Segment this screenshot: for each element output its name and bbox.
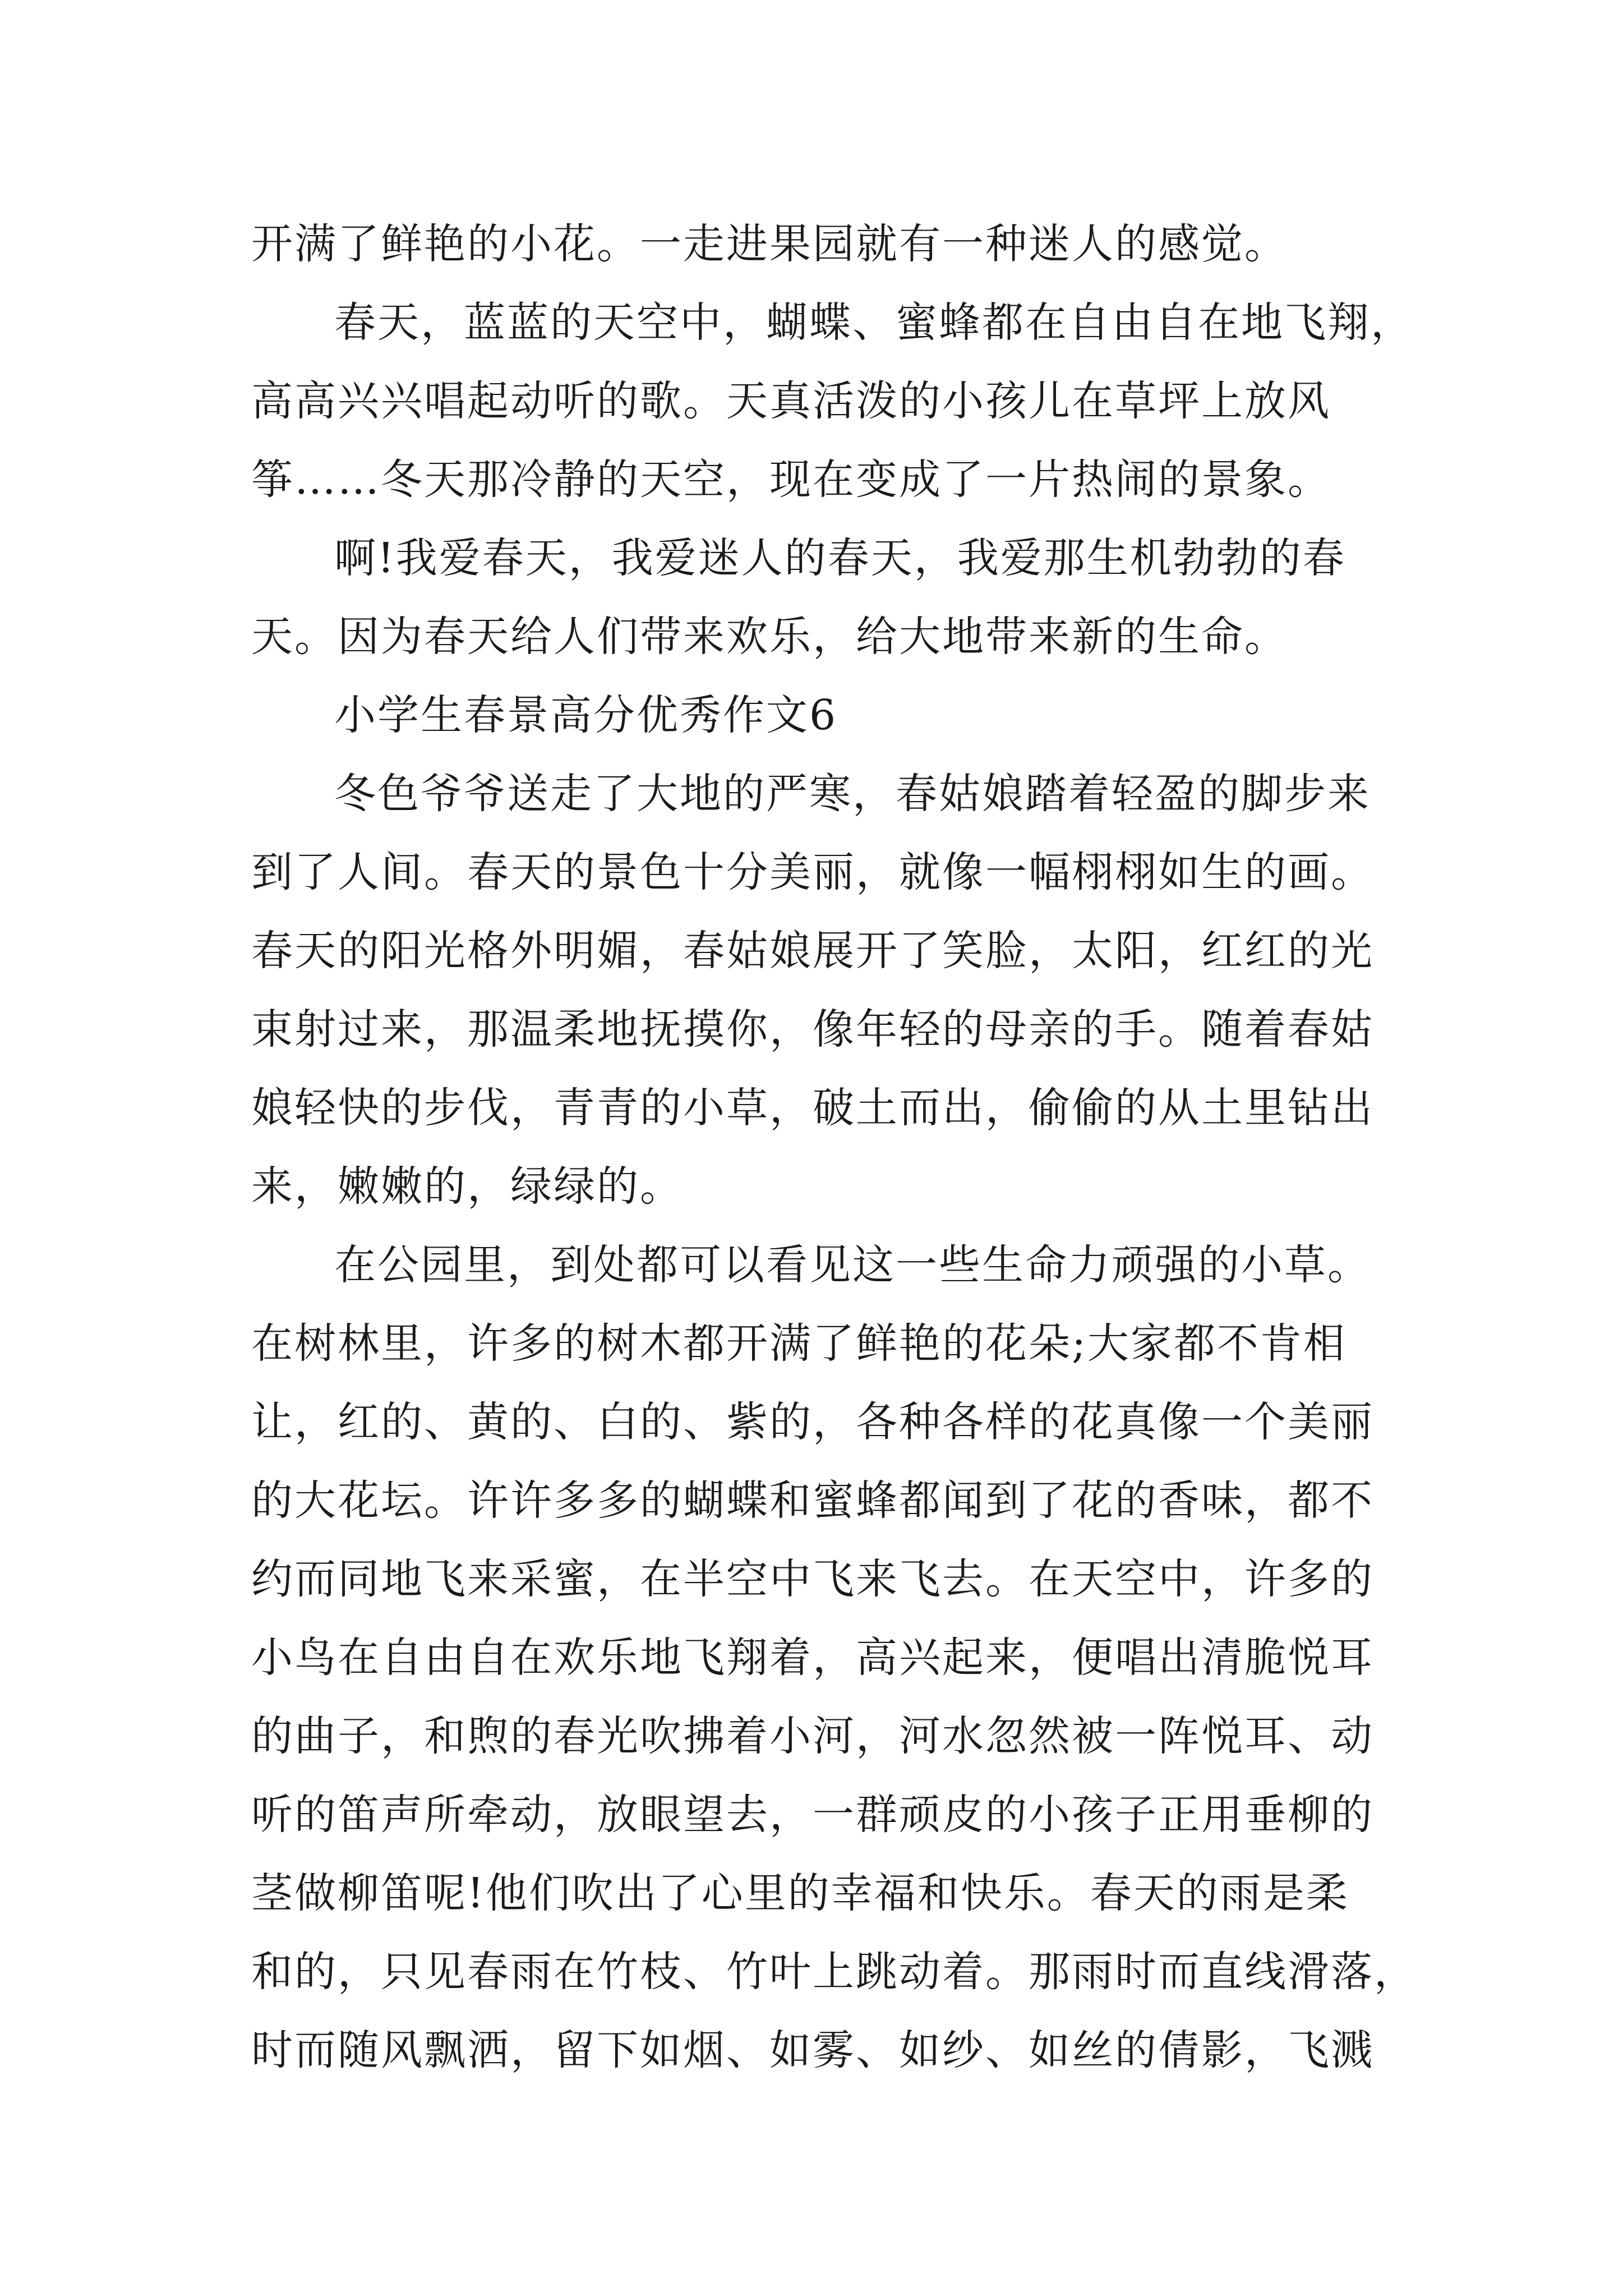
text-line: 筝……冬天那冷静的天空，现在变成了一片热闹的景象。 <box>251 455 1331 504</box>
text-line: 娘轻快的步伐，青青的小草，破土而出，偷偷的从土里钻出 <box>251 1084 1374 1132</box>
paragraph-start-line: 冬色爷爷送走了大地的严寒，春姑娘踏着轻盈的脚步来 <box>334 770 1371 818</box>
essay-heading: 小学生春景高分优秀作文6 <box>334 691 838 739</box>
text-line: 到了人间。春天的景色十分美丽，就像一幅栩栩如生的画。 <box>251 848 1374 896</box>
text-line: 高高兴兴唱起动听的歌。天真活泼的小孩儿在草坪上放风 <box>251 377 1331 425</box>
text-line: 和的，只见春雨在竹枝、竹叶上跳动着。那雨时而直线滑落， <box>251 1948 1417 1996</box>
text-line: 在树林里，许多的树木都开满了鲜艳的花朵;大家都不肯相 <box>251 1319 1347 1368</box>
text-line: 让，红的、黄的、白的、紫的，各种各样的花真像一个美丽 <box>251 1398 1374 1446</box>
text-line: 听的笛声所牵动，放眼望去，一群顽皮的小孩子正用垂柳的 <box>251 1791 1374 1839</box>
text-line: 束射过来，那温柔地抚摸你，像年轻的母亲的手。随着春姑 <box>251 1005 1374 1053</box>
text-line: 春天的阳光格外明媚，春姑娘展开了笑脸，太阳，红红的光 <box>251 927 1374 975</box>
paragraph-start-line: 春天，蓝蓝的天空中，蝴蝶、蜜蜂都在自由自在地飞翔， <box>334 298 1414 347</box>
text-line: 来，嫩嫩的，绿绿的。 <box>251 1162 683 1211</box>
text-line: 小鸟在自由自在欢乐地飞翔着，高兴起来，便唱出清脆悦耳 <box>251 1634 1374 1682</box>
text-line: 的大花坛。许许多多的蝴蝶和蜜蜂都闻到了花的香味，都不 <box>251 1476 1374 1525</box>
text-line: 开满了鲜艳的小花。一走进果园就有一种迷人的感觉。 <box>251 220 1288 268</box>
text-line: 约而同地飞来采蜜，在半空中飞来飞去。在天空中，许多的 <box>251 1555 1374 1603</box>
paragraph-start-line: 在公园里，到处都可以看见这一些生命力顽强的小草。 <box>334 1241 1371 1289</box>
text-line: 茎做柳笛呢!他们吹出了心里的幸福和快乐。春天的雨是柔 <box>251 1869 1349 1917</box>
essay-text <box>251 205 1417 2090</box>
text-line: 时而随风飘洒，留下如烟、如雾、如纱、如丝的倩影，飞溅 <box>251 2026 1374 2074</box>
text-line: 的曲子，和煦的春光吹拂着小河，河水忽然被一阵悦耳、动 <box>251 1712 1374 1760</box>
text-line: 天。因为春天给人们带来欢乐，给大地带来新的生命。 <box>251 613 1288 661</box>
paragraph-start-line: 啊!我爱春天，我爱迷人的春天，我爱那生机勃勃的春 <box>334 534 1346 582</box>
